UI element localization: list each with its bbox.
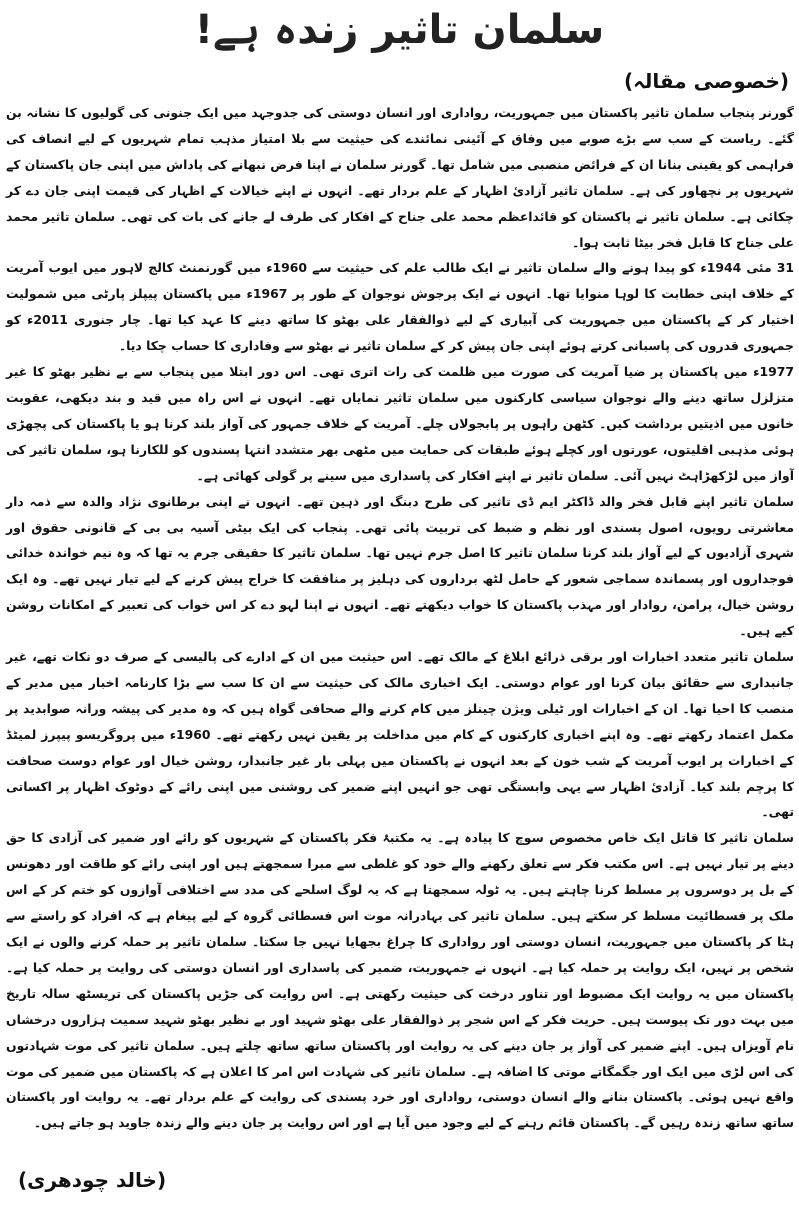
article-paragraph: سلمان تاثیر متعدد اخبارات اور برقی ذرائع ابلاغ کے مالک تھے۔ اس حیثیت میں ان کے ادارے کی پالیسی کے صرف دو نکات تھے، غیر جانبداری سے حقائق بیان کرنا اور عوام دوستی۔ ایک اخباری مالک کی حیثیت سے ان کا سب سے بڑا کارنامہ اخبار میں مدیر کے منصب کا احیا تھا۔ ان کے اخبارات اور ٹیلی ویژن چینلز میں کام کرنے والے صحافی گواہ ہیں کہ وہ مدیر کی پیشہ ورانہ صوابدید پر مکمل اعتماد رکھتے تھے۔ وہ اپنے اخباری کارکنوں کے کام میں مداخلت پر یقین نہیں رکھتے تھے۔ 1960ء میں پروگریسو پیپرز لمیٹڈ کے اخبارات پر ایوب آمریت کے شب خون کے بعد انہوں نے پاکستان میں پہلی بار غیر جانبدار، روشن خیال اور عوام دوست صحافت کا پرچم بلند کیا۔ آزادیٔ اظہار سے یہی وابستگی تھی جو انہیں اپنے ضمیر کی روشنی میں اپنی رائے کے دوٹوک اظہار پر اکساتی تھی۔ bbox=[6, 649, 794, 820]
article-paragraph: 31 مئی 1944ء کو پیدا ہونے والے سلمان تاثیر نے ایک طالب علم کی حیثیت سے 1960ء میں گورنمنٹ کالج لاہور میں ایوب آمریت کے خلاف اپنی خطابت کا لوہا منوایا تھا۔ انہوں نے ایک پرجوش نوجوان کے طور پر 1967ء میں پاکستان پیپلز پارٹی میں شمولیت اختیار کر کے پاکستان میں جمہوریت کی آبیاری کے لیے ذوالفقار علی بھٹو کا ساتھ دینے کا عہد کیا تھا۔ چار جنوری 2011ء کو جمہوری قدروں کی پاسبانی کرتے ہوئے اپنی جان پیش کر کے سلمان تاثیر نے بھٹو سے وفاداری کا حساب چکا دیا۔ bbox=[6, 260, 794, 354]
article-paragraph: گورنر پنجاب سلمان تاثیر پاکستان میں جمہوریت، رواداری اور انسان دوستی کی جدوجہد میں ایک جنونی کی گولیوں کا نشانہ بن گئے۔ ریاست کے سب سے بڑے صوبے میں وفاق کے آئینی نمائندے کی حیثیت سے بلا امتیاز مذہب تمام شہریوں کے لیے انصاف کی فراہمی کو یقینی بنانا ان کے فرائض منصبی میں شامل تھا۔ گورنر سلمان نے اپنا فرض نبھانے کی پاداش میں اپنی جان پاکستان کے شہریوں پر نچھاور کی ہے۔ سلمان تاثیر آزادیٔ اظہار کے علم بردار تھے۔ انہوں نے اپنے خیالات کے اظہار کی قیمت اپنی جان دے کر چکائی ہے۔ سلمان تاثیر نے پاکستان کو قائداعظم محمد علی جناح کے افکار کی طرف لے جانے کی بات کی تھی۔ سلمان تاثیر محمد علی جناح کا قابل فخر بیٹا ثابت ہوا۔ bbox=[6, 105, 794, 250]
article-subtitle: (خصوصی مقالہ) bbox=[624, 69, 789, 93]
article-paragraph: سلمان تاثیر کا قاتل ایک خاص مخصوص سوچ کا پیادہ ہے۔ یہ مکتبۂ فکر پاکستان کے شہریوں کو رائے اور ضمیر کی آزادی کا حق دینے پر تیار نہیں ہے۔ اس مکتب فکر سے تعلق رکھنے والے خود کو غلطی سے مبرا سمجھتے ہیں اور اپنی رائے کو طاقت اور دھونس کے بل پر دوسروں پر مسلط کرنا چاہتے ہیں۔ یہ ٹولہ سمجھتا ہے کہ یہ لوگ اسلحے کی مدد سے اختلافی آوازوں کو ختم کر کے اس ملک پر فسطائیت مسلط کر سکتے ہیں۔ سلمان تاثیر کی بہادرانہ موت اس فسطائی گروہ کے لیے پیغام ہے کہ افراد کو راستے سے ہٹا کر پاکستان میں جمہوریت، انسان دوستی اور رواداری کا چراغ بجھایا نہیں جا سکتا۔ سلمان تاثیر پر حملہ کرنے والوں نے ایک شخص پر نہیں، ایک روایت پر حملہ کیا ہے۔ انہوں نے جمہوریت، ضمیر کی پاسداری اور انسان دوستی کی روایت پر حملہ کیا ہے۔ پاکستان میں یہ روایت ایک مضبوط اور تناور درخت کی حیثیت رکھتی ہے۔ اس روایت کی جڑیں پاکستان کی تریسٹھ سالہ تاریخ میں بہت دور تک پیوست ہیں۔ حریت فکر کے اس شجر پر ذوالفقار علی بھٹو شہید اور بے نظیر بھٹو شہید سمیت ہزاروں درخشاں نام آویزاں ہیں۔ اپنے ضمیر کی آواز پر جان دینے کی یہ روایت اور پاکستان ساتھ ساتھ چلتے ہیں۔ سلمان تاثیر کی موت شہادتوں کی اس لڑی میں ایک اور جگمگاتے موتی کا اضافہ ہے۔ سلمان تاثیر کی شہادت اس امر کا اعلان ہے کہ پاکستان میں ضمیر کی موت واقع نہیں ہوئی۔ پاکستان بنانے والے انسان دوستی، رواداری اور خرد پسندی کی روایت کے علم بردار تھے۔ یہ روایت اور پاکستان ساتھ ساتھ زندہ رہیں گے۔ پاکستان قائم رہنے کے لیے وجود میں آیا ہے اور اس روایت پر جان دینے والے زندہ جاوید ہو جاتے ہیں۔ bbox=[6, 830, 794, 1131]
article-title: سلمان تاثیر زندہ ہے! bbox=[194, 7, 605, 53]
article-paragraph: 1977ء میں پاکستان پر ضیا آمریت کی صورت میں ظلمت کی رات اتری تھی۔ اس دور ابتلا میں پنجاب سے بے نظیر بھٹو کا غیر متزلزل ساتھ دینے والے نوجوان سیاسی کارکنوں میں سلمان تاثیر نمایاں تھے۔ انہوں نے اس راہ میں قید و بند دیکھی، عقوبت خانوں میں اذیتیں برداشت کیں۔ کٹھن راہوں پر پابجولاں چلے۔ آمریت کے خلاف جمہور کی آواز بلند کرنا ہو یا پاکستان کی پچھڑی ہوئی مذہبی اقلیتوں، عورتوں اور کچلے ہوئے طبقات کی حمایت میں مٹھی بھر متشدد انتہا پسندوں کو للکارنا ہو، سلمان تاثیر کی آواز میں لڑکھڑاہٹ نہیں آئی۔ سلمان تاثیر نے اپنے افکار کی پاسداری میں سینے پر گولی کھائی ہے۔ bbox=[6, 364, 794, 483]
article-body bbox=[6, 100, 794, 1155]
article-paragraph: سلمان تاثیر اپنے قابل فخر والد ڈاکٹر ایم ڈی تاثیر کی طرح دبنگ اور ذہین تھے۔ انہوں نے اپنی برطانوی نژاد والدہ سے ذمہ دار معاشرتی رویوں، اصول پسندی اور نظم و ضبط کی تربیت پائی تھی۔ پنجاب کی ایک بیٹی آسیہ بی بی کے قانونی حقوق اور شہری آزادیوں کے لیے آواز بلند کرنا سلمان تاثیر کا اصل جرم نہیں تھا۔ سلمان تاثیر کا حقیقی جرم یہ تھا کہ وہ نیم خواندہ خدائی فوجداروں اور پسماندہ سماجی شعور کے حامل لٹھ برداروں کی دہلیز پر منافقت کا خراج پیش کرنے کے لیے تیار نہیں تھے۔ وہ ایک روشن خیال، پرامن، روادار اور مہذب پاکستان کا خواب دیکھتے تھے۔ انہوں نے اپنا لہو دے کر اس خواب کی تعبیر کے امکانات روشن کیے ہیں۔ bbox=[6, 493, 794, 639]
article-author: (خالد چودھری) bbox=[18, 1168, 167, 1192]
